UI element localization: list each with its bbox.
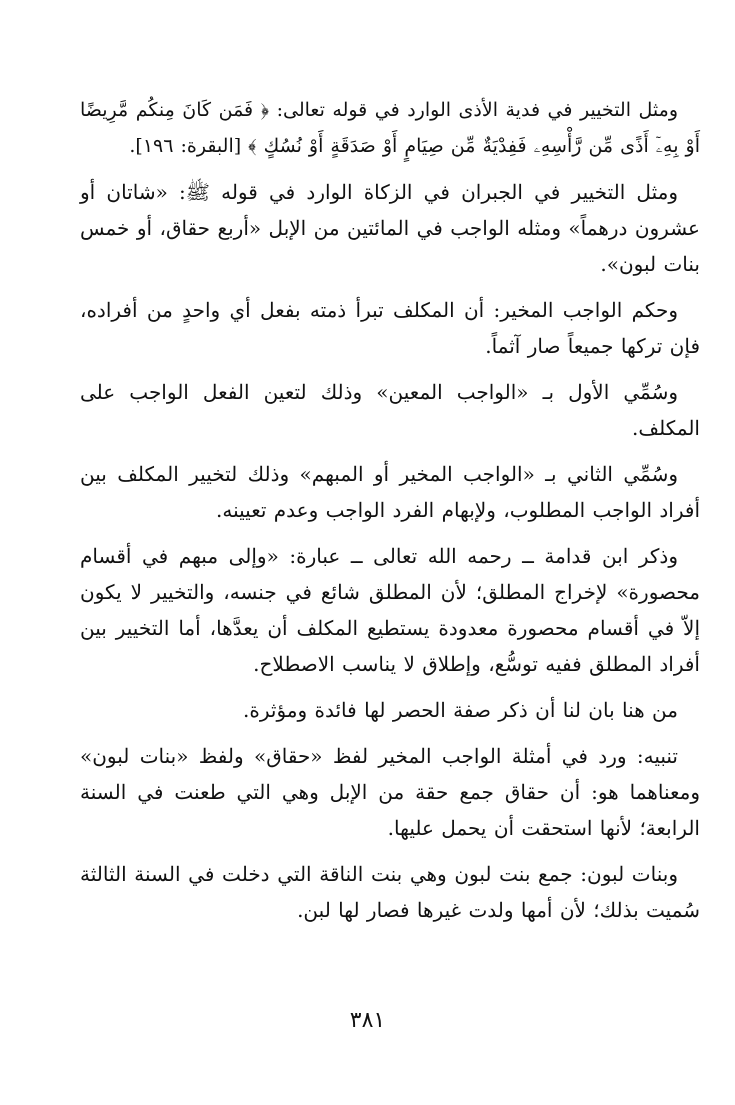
paragraph-conclusion: من هنا بان لنا أن ذكر صفة الحصر لها فائدة ومؤثرة. (243, 698, 678, 722)
page-number: ٣٨١ (349, 1008, 386, 1033)
paragraph-fidya: ومثل التخيير في فدية الأذى الوارد في قوله تعالى: ﴿ فَمَن كَانَ مِنكُم مَّرِيضًا أَوْ بِهِۦٓ أَذًى مِّن رَّأْسِهِۦ فَفِدْيَةٌ مِّن صِيَامٍ أَوْ صَدَقَةٍ أَوْ نُسُكٍ ﴾ [البقرة: ١٩٦]. (80, 99, 700, 157)
paragraph-ibn-qudama: وذكر ابن قدامة ــ رحمه الله تعالى ــ عبارة: «وإلى مبهم في أقسام محصورة» لإخراج المطلق؛ لأن المطلق شائع في جنسه، والتخيير لا يكون إلاّ في أقسام محصورة معدودة يستطيع المكلف أن يعدَّها، أما التخيير بين أفراد المطلق ففيه توسُّع، وإطلاق لا يناسب الاصطلاح. (80, 544, 700, 676)
paragraph-banat-labun: وبنات لبون: جمع بنت لبون وهي بنت الناقة التي دخلت في السنة الثالثة سُميت بذلك؛ لأن أمها ولدت غيرها فصار لها لبن. (80, 862, 700, 922)
paragraph-note: تنبيه: ورد في أمثلة الواجب المخير لفظ «حقاق» ولفظ «بنات لبون» ومعناهما هو: أن حقاق جمع حقة من الإبل وهي التي طعنت في السنة الرابعة؛ لأنها استحقت أن يحمل عليها. (80, 744, 700, 840)
body-text (80, 92, 700, 938)
paragraph-jubran: ومثل التخيير في الجبران في الزكاة الوارد في قوله ﷺ: «شاتان أو عشرون درهماً» ومثله الواجب في المائتين من الإبل «أربع حقاق، أو خمس بنات لبون». (80, 180, 700, 276)
paragraph-first-naming: وسُمِّي الأول بـ «الواجب المعين» وذلك لتعين الفعل الواجب على المكلف. (80, 380, 700, 440)
paragraph-ruling: وحكم الواجب المخير: أن المكلف تبرأ ذمته بفعل أي واحدٍ من أفراده، فإن تركها جميعاً صار آثماً. (80, 298, 700, 358)
paragraph-second-naming: وسُمِّي الثاني بـ «الواجب المخير أو المبهم» وذلك لتخيير المكلف بين أفراد الواجب المطلوب، ولإبهام الفرد الواجب وعدم تعيينه. (80, 462, 700, 522)
